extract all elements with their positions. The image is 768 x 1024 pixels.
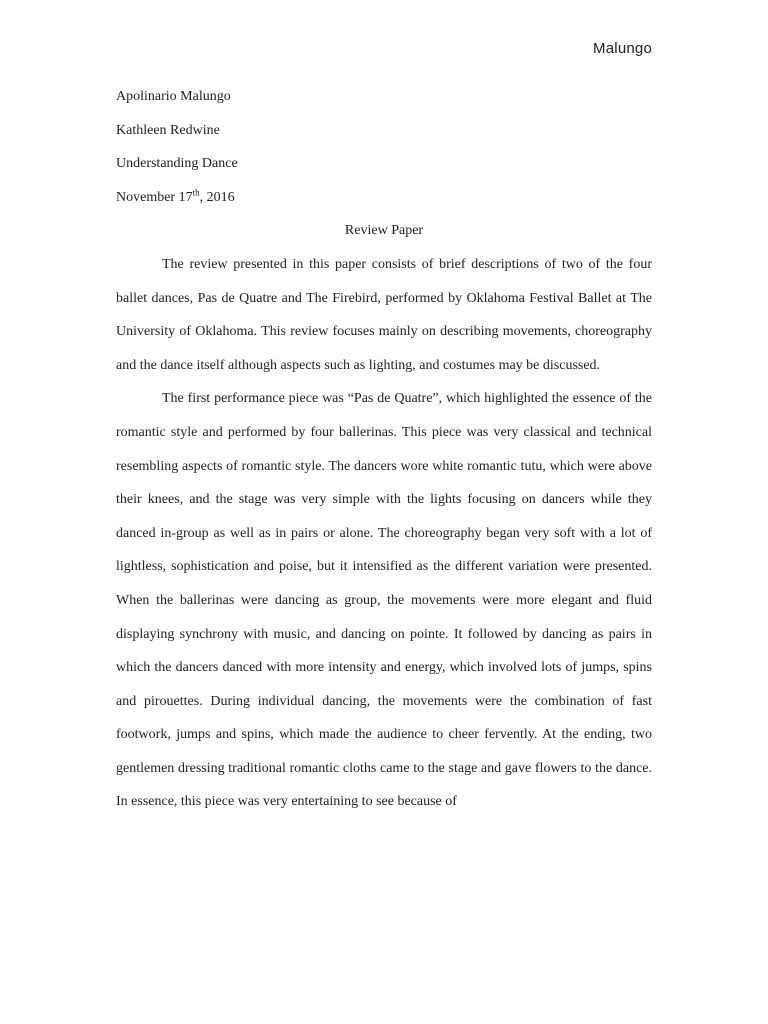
date-ordinal: th	[192, 187, 200, 198]
author-name: Apolinario Malungo	[116, 89, 231, 104]
course-name: Understanding Dance	[116, 156, 238, 172]
paragraph-pas-de-quatre: The first performance piece was “Pas de Quatre”, which highlighted the essence of the romantic style and performed by four ballerinas. This piece was very classical and technical resembling aspects of romantic style. The dancers wore white romantic tutu, which were above their knees, and the stage was very simple with the lights focusing on dancers while they danced in-group as well as in pairs or alone. The choreography began very soft with a lot of lightless, sophistication and poise, but it intensified as the different variation were presented. When the ballerinas were dancing as group, the movements were more elegant and fluid displaying synchrony with music, and dancing on pointe. It followed by dancing as pairs in which the dancers danced with more intensity and energy, which involved lots of jumps, spins and pirouettes. During individual dancing, the movements were the combination of fast footwork, jumps and spins, which made the audience to cheer fervently. At the ending, two gentlemen dressing traditional romantic cloths came to the stage and gave flowers to the dance. In essence, this piece was very entertaining to see because of	[116, 391, 652, 810]
running-head: Malungo	[593, 40, 652, 57]
paragraph-intro: The review presented in this paper consists of brief descriptions of two of the four ballet dances, Pas de Quatre and The Firebird, performed by Oklahoma Festival Ballet at The University of Oklahoma. This review focuses mainly on describing movements, choreography and the dance itself although aspects such as lighting, and costumes may be discussed.	[116, 256, 652, 373]
document-body	[116, 80, 652, 819]
date-year: , 2016	[199, 189, 235, 205]
date-line	[116, 181, 652, 215]
instructor-name: Kathleen Redwine	[116, 122, 220, 138]
date-month-day: November 17	[116, 189, 193, 205]
paper-title: Review Paper	[344, 223, 424, 239]
